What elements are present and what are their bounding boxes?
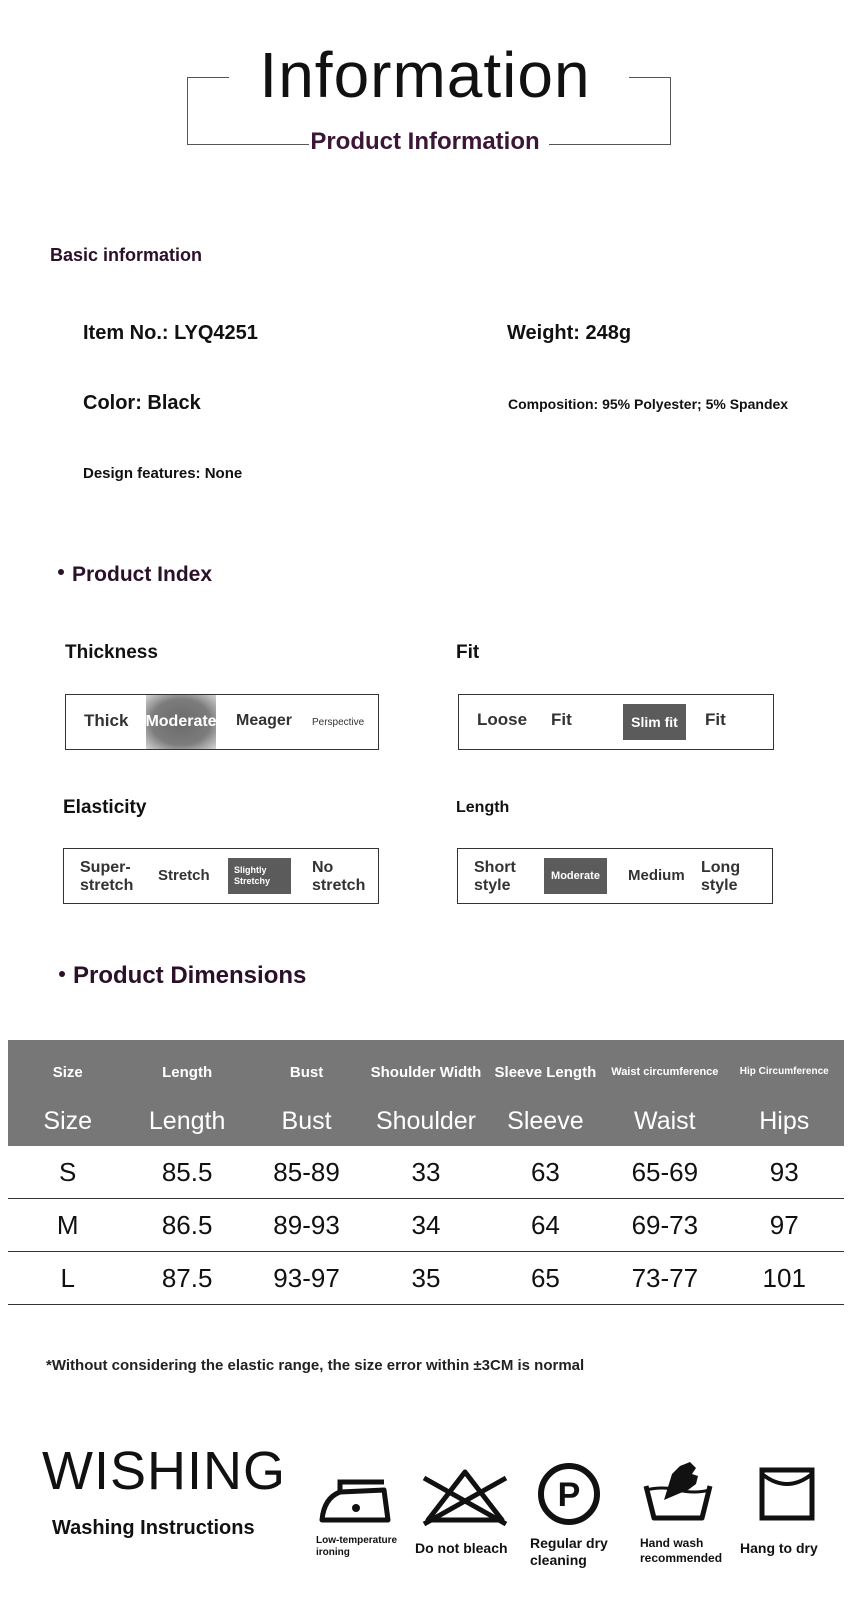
table-cell: 85.5 <box>161 1156 213 1187</box>
table-cell: 93-97 <box>273 1262 340 1293</box>
length-scale <box>457 848 773 904</box>
elasticity-option: No stretch <box>312 859 366 894</box>
basic-info-title: Basic information <box>50 245 203 265</box>
thickness-scale <box>65 694 379 750</box>
table-cell: L <box>60 1262 75 1293</box>
fit-label: Fit <box>456 642 480 663</box>
length-option-selected: Moderate <box>544 858 607 894</box>
elasticity-scale <box>63 848 379 904</box>
table-cell: 69-73 <box>631 1209 699 1240</box>
header-cell: Bust <box>281 1106 332 1135</box>
dry-clean-icon <box>537 1462 601 1526</box>
fit-option: Loose <box>477 710 528 729</box>
item-number: Item No.: LYQ4251 <box>83 322 258 344</box>
table-cell: 33 <box>411 1156 441 1187</box>
thickness-option: Perspective <box>312 717 365 728</box>
thickness-option: Meager <box>236 712 293 729</box>
thickness-option-selected: Moderate <box>146 695 216 749</box>
header-cell: Length <box>162 1063 213 1081</box>
table-cell: 65-69 <box>631 1156 699 1187</box>
fit-option: Fit <box>551 710 572 729</box>
table-header-row <box>8 1098 844 1144</box>
table-cell: 87.5 <box>161 1262 213 1293</box>
table-cell: S <box>59 1156 77 1187</box>
header-cell: Sleeve Length <box>494 1063 597 1081</box>
table-cell: 85-89 <box>273 1156 340 1187</box>
fit-option-selected: Slim fit <box>623 704 686 740</box>
weight: Weight: 248g <box>507 322 632 344</box>
elasticity-option: Stretch <box>158 867 210 884</box>
care-label: Hang to dry <box>740 1540 818 1556</box>
table-row <box>8 1252 844 1305</box>
table-cell: 73-77 <box>631 1262 699 1293</box>
table-cell: 64 <box>530 1209 560 1240</box>
table-row <box>8 1199 844 1252</box>
header-cell: Waist circumference <box>611 1065 719 1078</box>
header-cell: Hips <box>759 1106 810 1135</box>
product-dimensions-title: Product Dimensions <box>59 962 306 990</box>
thickness-label: Thickness <box>65 642 158 663</box>
table-row <box>8 1146 844 1199</box>
length-option: Short style <box>474 859 516 894</box>
header-cell: Size <box>43 1106 93 1135</box>
header-cell: Sleeve <box>507 1106 584 1135</box>
table-cell: 101 <box>762 1262 806 1293</box>
thickness-option: Thick <box>84 711 129 730</box>
bullet-icon <box>59 971 65 977</box>
table-header <box>8 1040 844 1146</box>
hand-wash-icon <box>642 1460 714 1524</box>
composition: Composition: 95% Polyester; 5% Spandex <box>508 396 789 412</box>
table-cell: 63 <box>530 1156 560 1187</box>
header-cell: Bust <box>289 1063 324 1081</box>
care-label: Hand wash recommended <box>640 1536 723 1565</box>
header-cell: Size <box>52 1063 83 1081</box>
size-table <box>8 1040 844 1305</box>
table-cell: 97 <box>769 1209 799 1240</box>
bullet-icon <box>58 569 64 575</box>
washing-instructions-title: Washing Instructions <box>52 1517 255 1539</box>
table-cell: 93 <box>769 1156 799 1187</box>
table-cell: 86.5 <box>161 1209 213 1240</box>
header-cell: Shoulder Width <box>370 1063 482 1081</box>
elasticity-option-selected: Slightly Stretchy <box>228 858 291 894</box>
fit-option: Fit <box>705 710 726 729</box>
header-cell: Waist <box>634 1106 696 1135</box>
table-header-row <box>8 1048 844 1096</box>
brand-logo: WISHING <box>42 1441 286 1501</box>
length-label: Length <box>456 799 510 816</box>
care-label: Do not bleach <box>415 1540 508 1556</box>
no-bleach-icon <box>420 1466 510 1526</box>
page-title: Information <box>259 39 591 111</box>
table-cell: M <box>56 1209 79 1240</box>
design-features: Design features: None <box>83 465 243 482</box>
header-cell: Hip Circumference <box>739 1066 829 1077</box>
hang-dry-icon <box>758 1466 816 1522</box>
table-cell: 35 <box>411 1262 441 1293</box>
care-label: Regular dry cleaning <box>530 1535 608 1568</box>
elasticity-option: Super- stretch <box>80 859 134 894</box>
table-cell: 65 <box>530 1262 560 1293</box>
care-label: Low-temperature ironing <box>316 1535 398 1558</box>
product-index-title: Product Index <box>58 563 212 587</box>
color: Color: Black <box>83 392 201 414</box>
elasticity-label: Elasticity <box>63 797 147 818</box>
table-cell: 89-93 <box>273 1209 340 1240</box>
header-cell: Shoulder <box>375 1106 477 1135</box>
size-error-note: *Without considering the elastic range, the size error within ±3CM is normal <box>46 1357 585 1374</box>
length-option: Medium <box>628 867 685 884</box>
fit-scale <box>458 694 774 750</box>
svg-text:P: P <box>557 1476 581 1514</box>
page-subtitle: Product Information <box>310 128 540 155</box>
table-cell: 34 <box>411 1209 441 1240</box>
length-option: Long style <box>701 859 741 894</box>
iron-icon <box>318 1476 394 1524</box>
header-cell: Length <box>148 1106 226 1135</box>
